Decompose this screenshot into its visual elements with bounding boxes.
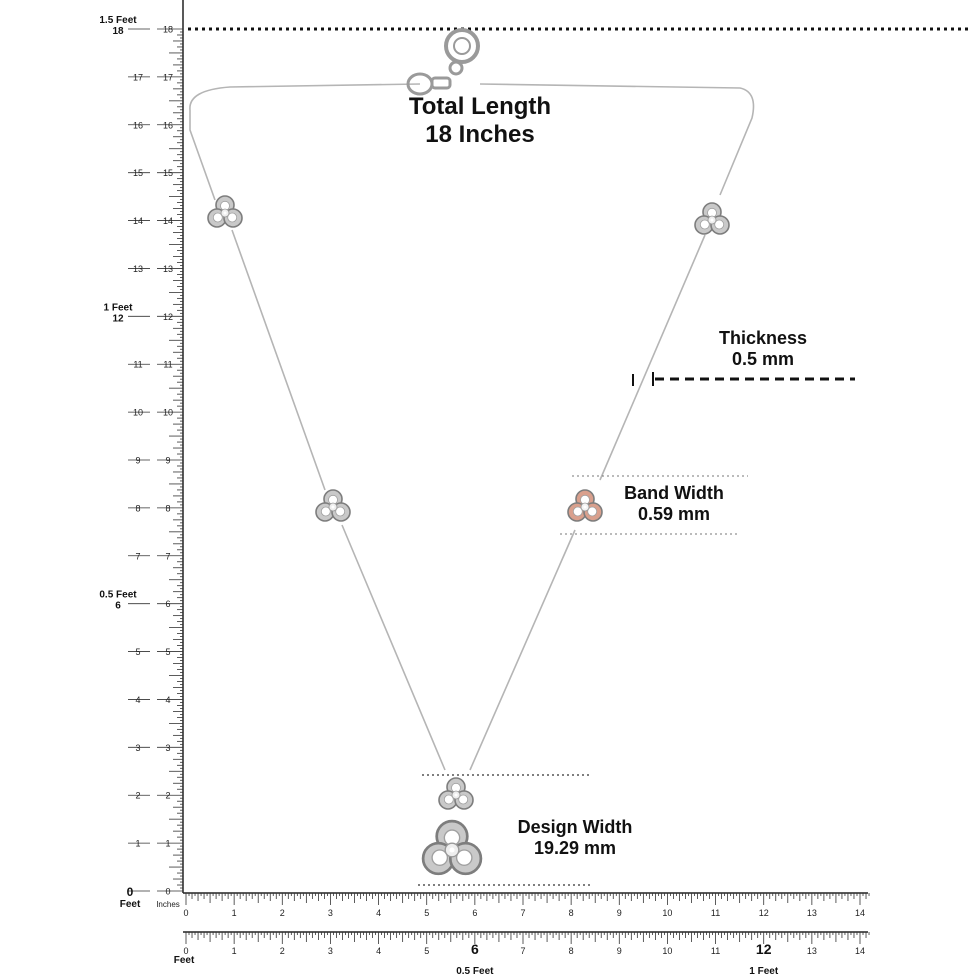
vruler-inch-label: 2 [165, 790, 171, 801]
vruler-inch-label: 10 [162, 407, 174, 418]
vruler-inch-label-outer: 17 [132, 72, 144, 83]
design-width-title: Design Width [517, 817, 633, 837]
hruler2-label: 11 [710, 946, 721, 956]
hruler2-label: 8 [568, 946, 574, 956]
vruler-inch-label: 18 [162, 24, 174, 35]
hruler-inch-label: 2 [279, 908, 285, 918]
vruler-inch-label-outer: 3 [135, 742, 141, 753]
vruler-feet-label: 0.5 Feet [99, 589, 137, 601]
hruler2-label: 5 [424, 946, 430, 956]
design-width-label [500, 817, 650, 858]
pendant-large-flower [423, 821, 481, 874]
vruler-inch-label: 12 [162, 311, 174, 322]
vruler-inch-label-outer: 14 [132, 216, 144, 227]
hruler2-label: 13 [806, 946, 817, 956]
vruler-inch-label-outer: 8 [135, 503, 141, 514]
vruler-feet-label: 1 Feet [103, 302, 133, 314]
hruler2-label: 12 [755, 941, 772, 957]
hruler2-label: 2 [279, 946, 285, 956]
vruler-inch-label: 4 [165, 694, 171, 705]
hruler-inch-label: 11 [710, 908, 721, 918]
vruler-inch-label: 11 [163, 359, 173, 370]
vruler-inch-label-outer: 16 [132, 120, 144, 131]
hruler-inch-label: 0 [183, 908, 189, 918]
vruler-feet-inch: 18 [112, 26, 124, 37]
hruler2-label: 0 [183, 946, 189, 956]
thickness-title: Thickness [718, 328, 808, 348]
thickness-indicator [633, 372, 855, 386]
horizontal-ruler-feet [174, 932, 869, 976]
flower-charm-mid-left [316, 490, 350, 521]
vruler-inch-label: 0 [165, 886, 171, 897]
vruler-inch-label: 9 [165, 455, 171, 466]
vruler-inch-label-outer: 7 [135, 551, 141, 562]
hruler-inch-label: 8 [568, 908, 574, 918]
hruler-inch-label: 14 [854, 908, 866, 918]
necklace-chain [190, 84, 754, 770]
hruler-inch-label: 5 [424, 908, 430, 918]
hruler-inch-label: 10 [662, 908, 673, 918]
flower-charm-mid-right-rose [568, 490, 602, 521]
hruler2-feet-label: 0.5 Feet [456, 966, 494, 976]
hruler-inch-label: 4 [376, 908, 382, 918]
vruler-feet-label: 1.5 Feet [99, 15, 137, 26]
vruler-inch-label-outer: 15 [132, 168, 144, 179]
hruler2-label: 9 [616, 946, 622, 956]
hruler2-label: 14 [854, 946, 866, 956]
vruler-inch-label: 14 [162, 216, 174, 227]
vertical-ruler [99, 0, 183, 910]
hruler-inch-label: 9 [616, 908, 622, 918]
thickness-value: 0.5 mm [731, 348, 795, 369]
vruler-inch-label: 7 [165, 551, 171, 562]
band-width-title: Band Width [624, 483, 724, 503]
flower-charm-top-right [695, 203, 729, 234]
hruler-inch-label: 1 [231, 908, 237, 918]
vruler-inch-label: 6 [165, 599, 171, 610]
design-width-value: 19.29 mm [533, 837, 617, 858]
hruler2-feet-label: 1 Feet [749, 966, 779, 976]
band-width-value: 0.59 mm [637, 503, 711, 524]
hruler-inch-label: 13 [806, 908, 817, 918]
hruler-inch-label: 6 [472, 908, 478, 918]
band-width-label [604, 483, 744, 524]
thickness-label [693, 328, 833, 369]
hruler2-label: 6 [470, 941, 479, 957]
vruler-feet-inch: 6 [115, 600, 121, 612]
hruler-inch-label: 7 [520, 908, 526, 918]
vruler-inch-label: 17 [162, 72, 174, 83]
corner-feet-label: Feet [119, 899, 141, 910]
vruler-inch-label-outer: 2 [135, 790, 141, 801]
vruler-inch-label: 3 [165, 742, 171, 753]
hruler2-feet-label: Feet [173, 955, 195, 966]
vruler-feet-zero: 0 [126, 885, 134, 899]
vruler-inch-label: 8 [165, 503, 171, 514]
total-length-value: 18 Inches [425, 120, 535, 148]
vruler-inch-label-outer: 1 [135, 838, 141, 849]
vruler-inch-label: 16 [162, 120, 174, 131]
vruler-inch-label-outer: 13 [132, 263, 144, 274]
vruler-inch-label-outer: 11 [133, 359, 143, 370]
total-length-title: Total Length [408, 93, 552, 120]
total-length-label [380, 93, 580, 148]
hruler2-label: 10 [662, 946, 673, 956]
horizontal-ruler [183, 893, 869, 918]
pendant-small-flower [439, 778, 473, 809]
vruler-inch-label-outer: 10 [132, 407, 144, 418]
hruler-inch-label: 12 [758, 908, 769, 918]
hruler-inch-label: 3 [327, 908, 333, 918]
vruler-inch-label-outer: 5 [135, 647, 141, 658]
hruler2-label: 1 [231, 946, 237, 956]
vruler-inch-label: 13 [162, 263, 174, 274]
corner-inches-label: Inches [156, 900, 180, 909]
vruler-inch-label: 5 [165, 647, 171, 658]
vruler-inch-label: 15 [162, 168, 174, 179]
vruler-feet-inch: 12 [112, 313, 124, 325]
vruler-inch-label: 1 [165, 838, 171, 849]
vruler-inch-label-outer: 9 [135, 455, 141, 466]
hruler2-label: 7 [520, 946, 526, 956]
flower-charm-top-left [208, 196, 242, 227]
hruler2-label: 4 [376, 946, 382, 956]
vruler-inch-label-outer: 4 [135, 694, 141, 705]
hruler2-label: 3 [327, 946, 333, 956]
